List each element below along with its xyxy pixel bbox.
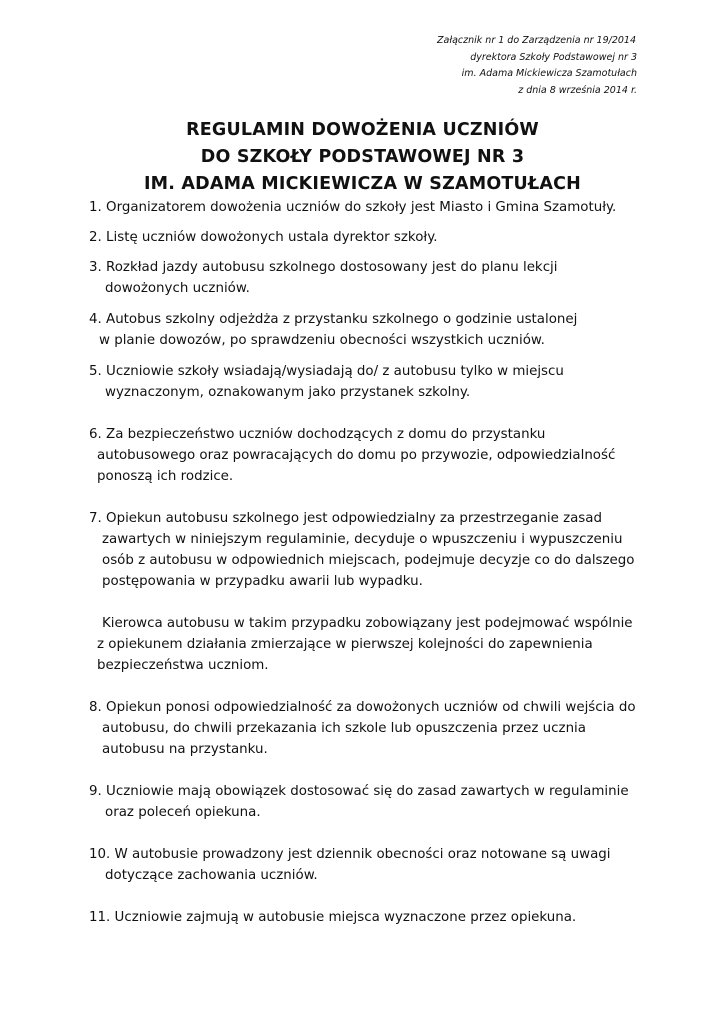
header-line-2: dyrektora Szkoły Podstawowej nr 3 [470, 51, 637, 63]
item-7-line-2: zawartych w niniejszym regulaminie, decyduje o wpuszczeniu i wypuszczeniu [102, 532, 623, 547]
item-9-line-1: 9. Uczniowie mają obowiązek dostosować się do zasad zawartych w regulaminie [89, 784, 629, 799]
item-1: 1. Organizatorem dowożenia uczniów do szkoły jest Miasto i Gmina Szamotuły. [89, 200, 617, 215]
title-line-3: IM. ADAMA MICKIEWICZA W SZAMOTUŁACH [143, 174, 582, 194]
item-6-line-3: ponoszą ich rodzice. [97, 469, 234, 484]
item-2: 2. Listę uczniów dowożonych ustala dyrektor szkoły. [89, 230, 438, 245]
item-10-line-1: 10. W autobusie prowadzony jest dziennik obecności oraz notowane są uwagi [89, 847, 611, 862]
driver-note-line-1: Kierowca autobusu w takim przypadku zobowiązany jest podejmować wspólnie [102, 616, 633, 631]
item-9-line-2: oraz poleceń opiekuna. [105, 805, 261, 820]
item-7-line-3: osób z autobusu w odpowiednich miejscach, podejmuje decyzje co do dalszego [102, 553, 635, 568]
document-title [0, 117, 725, 198]
item-7-line-4: postępowania w przypadku awarii lub wypadku. [102, 574, 423, 589]
item-8-line-1: 8. Opiekun ponosi odpowiedzialność za dowożonych uczniów od chwili wejścia do [89, 700, 636, 715]
header-line-4: z dnia 8 września 2014 r. [518, 84, 637, 96]
header-line-1: Załącznik nr 1 do Zarządzenia nr 19/2014 [437, 35, 636, 46]
item-8-line-3: autobusu na przystanku. [102, 742, 268, 757]
item-4-line-1: 4. Autobus szkolny odjeżdża z przystanku szkolnego o godzinie ustalonej [89, 312, 578, 327]
item-6-line-2: autobusowego oraz powracających do domu po przywozie, odpowiedzialność [97, 448, 616, 463]
header-line-3: im. Adama Mickiewicza Szamotułach [461, 68, 637, 79]
item-5-line-2: wyznaczonym, oznakowanym jako przystanek szkolny. [105, 385, 471, 400]
item-3-line-2: dowożonych uczniów. [105, 281, 250, 296]
item-8-line-2: autobusu, do chwili przekazania ich szkole lub opuszczenia przez ucznia [102, 721, 586, 736]
item-10-line-2: dotyczące zachowania uczniów. [105, 868, 318, 883]
driver-note-line-2: z opiekunem działania zmierzające w pierwszej kolejności do zapewnienia [97, 637, 593, 652]
regulation-body [89, 197, 689, 928]
title-line-1: REGULAMIN DOWOŻENIA UCZNIÓW [186, 120, 539, 140]
title-line-2: DO SZKOŁY PODSTAWOWEJ NR 3 [200, 147, 525, 167]
header-annotation [377, 33, 637, 99]
item-7-line-1: 7. Opiekun autobusu szkolnego jest odpowiedzialny za przestrzeganie zasad [89, 511, 602, 526]
item-3-line-1: 3. Rozkład jazdy autobusu szkolnego dostosowany jest do planu lekcji [89, 260, 558, 275]
driver-note-line-3: bezpieczeństwa uczniom. [97, 658, 269, 673]
item-11: 11. Uczniowie zajmują w autobusie miejsca wyznaczone przez opiekuna. [89, 910, 577, 925]
item-6-line-1: 6. Za bezpieczeństwo uczniów dochodzących z domu do przystanku [89, 427, 546, 442]
item-4-line-2: w planie dowozów, po sprawdzeniu obecności wszystkich uczniów. [99, 333, 545, 348]
item-5-line-1: 5. Uczniowie szkoły wsiadają/wysiadają do/ z autobusu tylko w miejscu [89, 364, 564, 379]
